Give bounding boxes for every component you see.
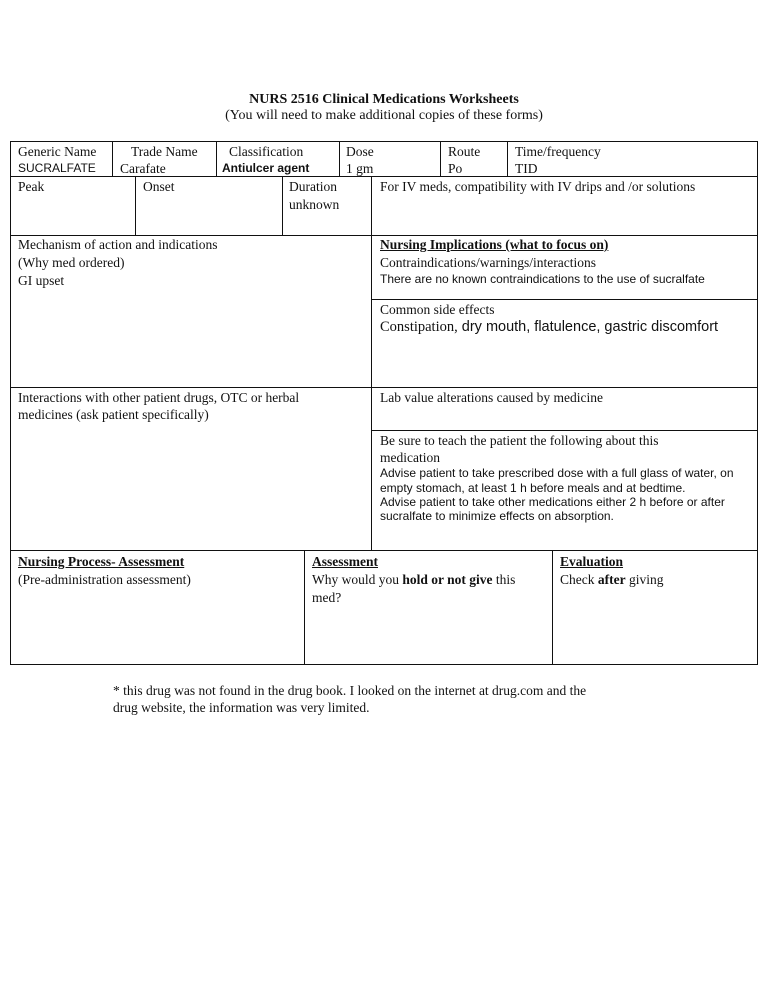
footnote [113,682,653,716]
time-frequency-label: Time/frequency [515,144,601,159]
time-frequency-value: TID [515,161,538,176]
evaluation-pre: Check [560,572,598,587]
nursing-process-heading: Nursing Process- Assessment [18,554,185,569]
onset-label: Onset [143,179,175,194]
interactions-sublabel: medicines (ask patient specifically) [18,407,209,422]
pre-administration-label: (Pre-administration assessment) [18,572,191,587]
evaluation-heading: Evaluation [560,554,624,569]
assessment-question [312,571,515,589]
nursing-implications-heading: Nursing Implications (what to focus on) [380,237,609,252]
duration-label: Duration [289,179,337,194]
generic-name-value: SUCRALFATE [18,161,96,175]
evaluation-post: giving [625,572,664,587]
page-subtitle: (You will need to make additional copies of these forms) [225,108,543,123]
assessment-q-part2: this [492,572,516,587]
teach-label: Be sure to teach the patient the following about this [380,433,659,448]
side-effects-value [380,318,718,336]
assessment-q-bold: hold or not give [402,572,493,587]
assessment-heading: Assessment [312,554,378,569]
evaluation-text [560,571,664,589]
trade-name-value: Carafate [120,161,166,176]
assessment-q-part1: Why would you [312,572,403,587]
dose-value: 1 gm [346,161,374,176]
teach-line-2: empty stomach, at least 1 h before meals and at bedtime. [380,481,686,495]
contraindications-value: There are no known contraindications to the use of sucralfate [380,272,705,286]
classification-value: Antiulcer agent [222,161,310,175]
interactions-label: Interactions with other patient drugs, OTC or herbal [18,390,300,405]
contraindications-label: Contraindications/warnings/interactions [380,255,596,270]
duration-value: unknown [289,197,340,212]
mechanism-label: Mechanism of action and indications [18,237,218,252]
route-label: Route [448,144,481,159]
side-effects-label: Common side effects [380,302,495,317]
lab-alterations-label: Lab value alterations caused by medicine [380,390,604,405]
classification-label: Classification [229,144,304,159]
mechanism-value: GI upset [18,273,65,288]
why-ordered-label: (Why med ordered) [18,255,125,270]
side-effects-lead: Constipation, [380,319,458,335]
iv-compatibility-label: For IV meds, compatibility with IV drips and /or solutions [380,179,696,194]
side-effects-rest: dry mouth, flatulence, gastric discomfort [457,319,719,335]
teach-line-1: Advise patient to take prescribed dose with a full glass of water, on [380,466,734,480]
footnote-line-1: * this drug was not found in the drug book. I looked on the internet at drug.com and the [113,683,587,698]
evaluation-bold: after [597,572,626,587]
peak-label: Peak [18,179,45,194]
assessment-question-cont: med? [312,590,342,605]
dose-label: Dose [346,144,374,159]
footnote-line-2: drug website, the information was very limited. [113,700,370,715]
teach-line-3: Advise patient to take other medications either 2 h before or after [380,495,725,509]
teach-line-4: sucralfate to minimize effects on absorption. [380,509,614,523]
trade-name-label: Trade Name [131,144,198,159]
generic-name-label: Generic Name [18,144,97,159]
teach-label-cont: medication [380,450,440,465]
page-title: NURS 2516 Clinical Medications Worksheets [249,92,519,107]
route-value: Po [448,161,463,176]
